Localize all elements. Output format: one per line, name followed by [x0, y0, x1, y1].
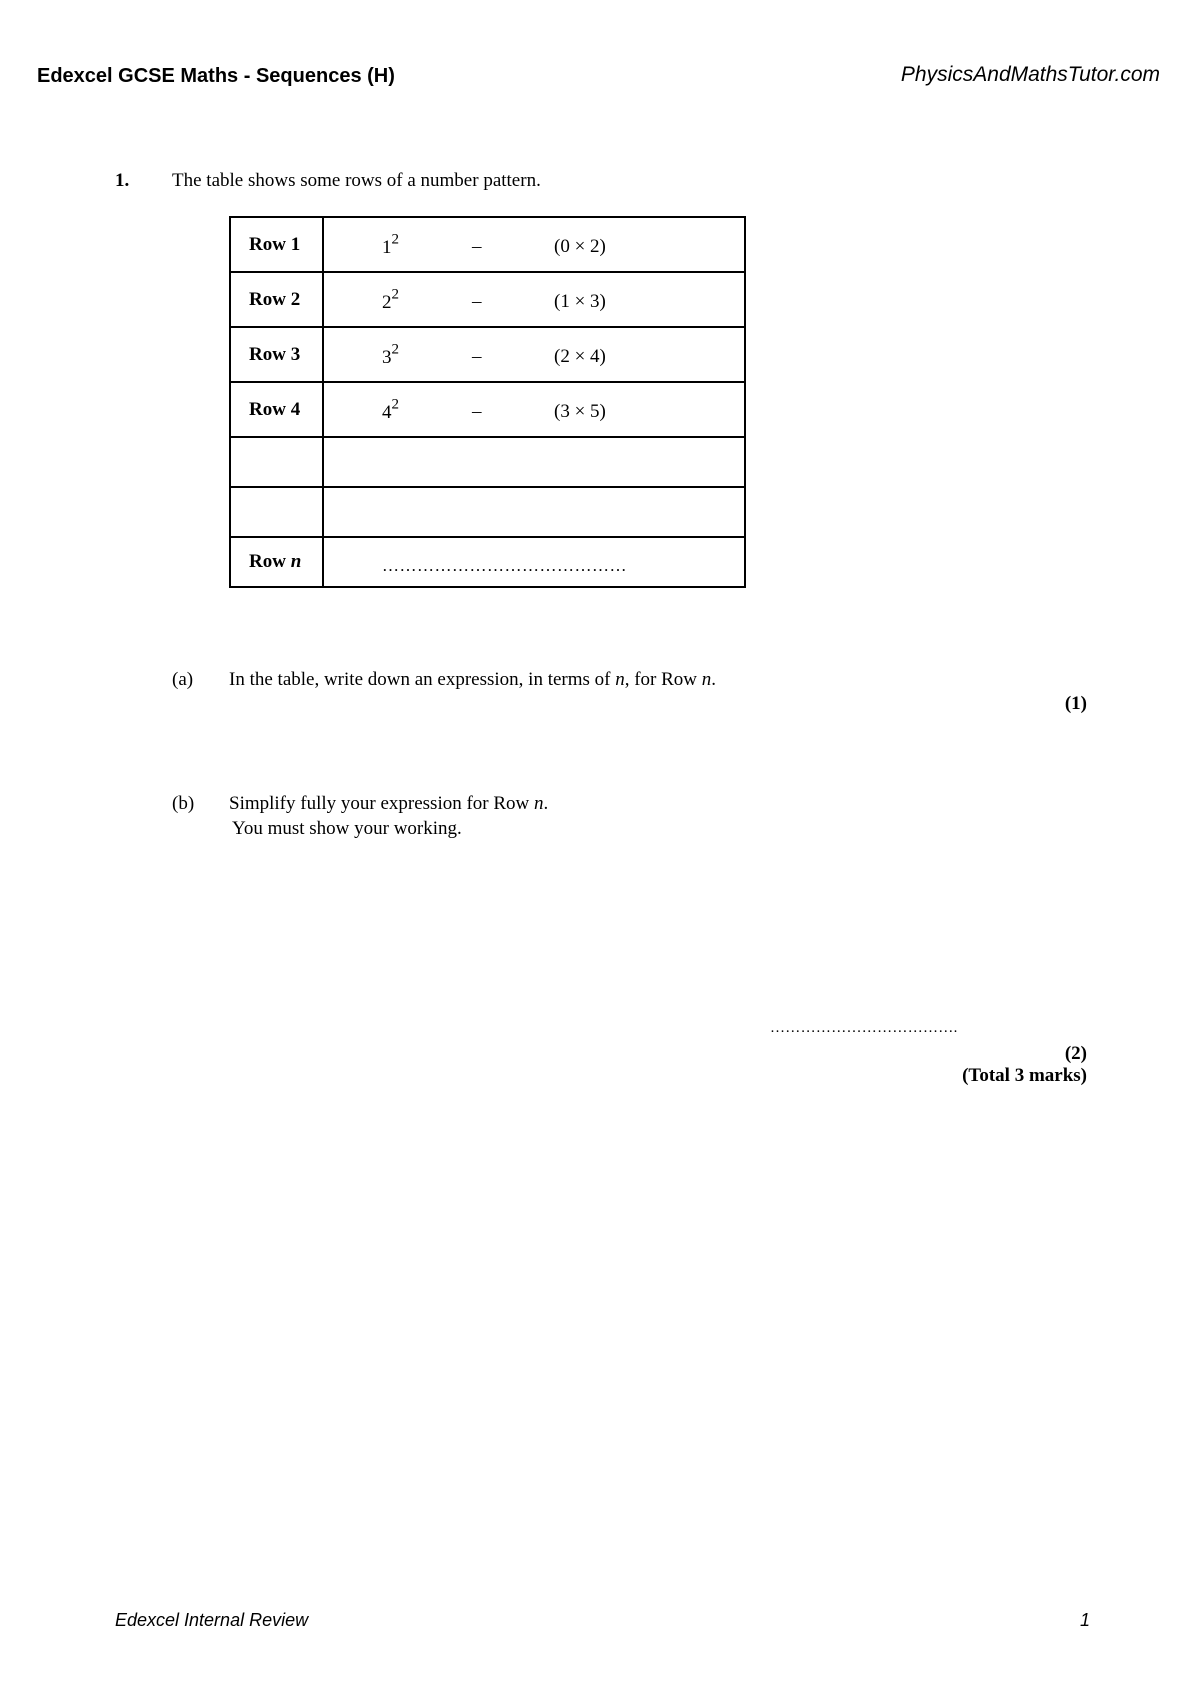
question-number: 1.: [115, 170, 130, 191]
row-expression: [323, 217, 745, 272]
question-stem: The table shows some rows of a number pattern.: [172, 170, 541, 191]
table-row-n: [230, 537, 745, 587]
blank-expression-cell[interactable]: [323, 487, 745, 537]
minus-sign: –: [472, 345, 482, 367]
row-n-answer-cell[interactable]: [323, 537, 745, 587]
header-site-name: PhysicsAndMathsTutor.com: [900, 63, 1160, 86]
footer-page-number: 1: [1079, 1610, 1090, 1630]
square-term: $1^2$: [382, 231, 399, 258]
row-label: Row 1: [230, 217, 323, 272]
part-a-marks: (1): [1064, 693, 1087, 714]
row-n-answer-line: ……………………………………: [382, 556, 627, 575]
blank-expression-cell[interactable]: [323, 437, 745, 487]
row-label: Row 4: [230, 382, 323, 437]
part-a-text: In the table, write down an expression, in terms of n, for Row n.: [229, 669, 717, 690]
square-term: $2^2$: [382, 286, 399, 313]
product-term: (1 × 3): [554, 290, 606, 312]
table-row: [230, 272, 745, 327]
row-expression: [323, 382, 745, 437]
table-row-blank: [230, 437, 745, 487]
square-term: $4^2$: [382, 396, 399, 423]
table-row: [230, 217, 745, 272]
minus-sign: –: [472, 400, 482, 422]
footer-source: Edexcel Internal Review: [115, 1610, 309, 1630]
part-b-instruction: You must show your working.: [232, 818, 462, 839]
part-b-marks: (2): [1064, 1043, 1087, 1064]
number-pattern-table: [229, 216, 746, 588]
row-expression: [323, 272, 745, 327]
table-row: [230, 382, 745, 437]
blank-label-cell: [230, 437, 323, 487]
blank-label-cell: [230, 487, 323, 537]
table-row-blank: [230, 487, 745, 537]
row-label: Row 3: [230, 327, 323, 382]
product-term: (0 × 2): [554, 235, 606, 257]
row-expression: [323, 327, 745, 382]
minus-sign: –: [472, 235, 482, 257]
row-label: Row 2: [230, 272, 323, 327]
total-marks: (Total 3 marks): [962, 1065, 1087, 1086]
part-b-label: (b): [172, 793, 195, 814]
part-b-text: Simplify fully your expression for Row n.: [229, 793, 549, 814]
part-a-label: (a): [172, 669, 194, 690]
minus-sign: –: [472, 290, 482, 312]
part-b-answer-line[interactable]: ……………………………….: [770, 1020, 958, 1036]
header-title: Edexcel GCSE Maths - Sequences (H): [37, 65, 395, 87]
product-term: (2 × 4): [554, 345, 606, 367]
row-n-label: Row n: [230, 537, 323, 587]
square-term: $3^2$: [382, 341, 399, 368]
product-term: (3 × 5): [554, 400, 606, 422]
table-row: [230, 327, 745, 382]
